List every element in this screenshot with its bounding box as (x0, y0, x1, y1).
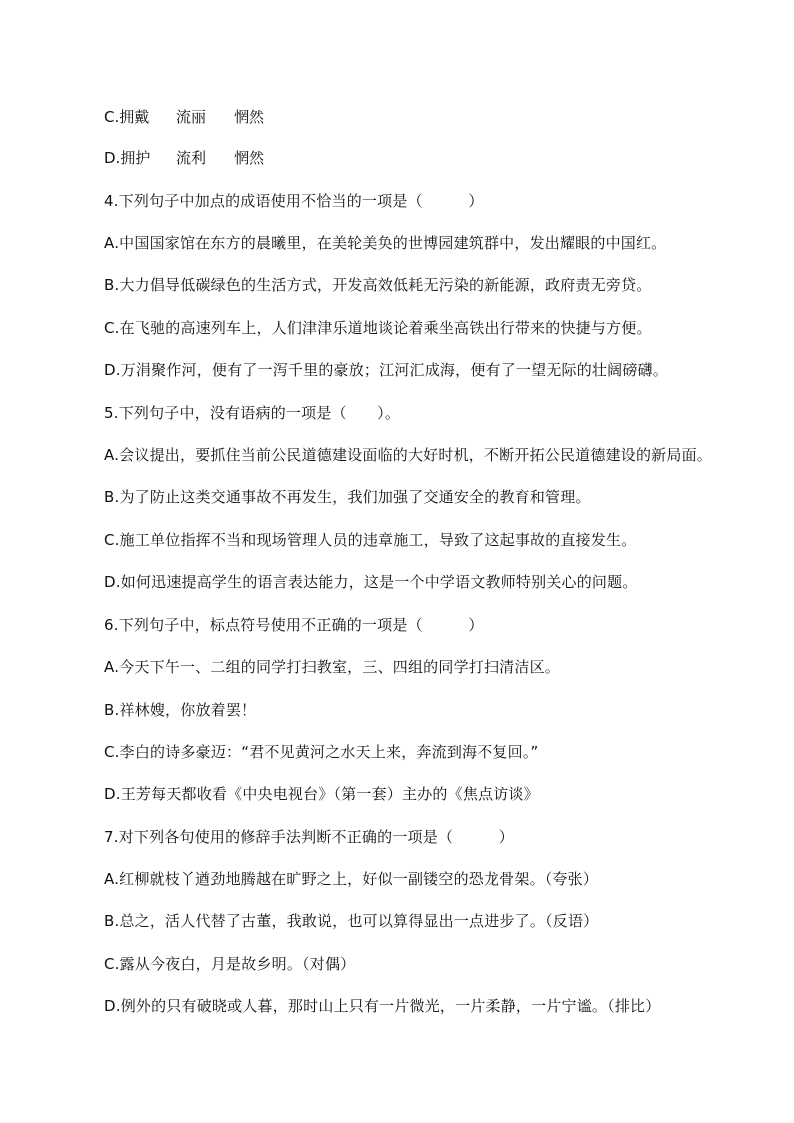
q3-option-d (104, 147, 292, 169)
q5-option-b: B.为了防止这类交通事故不再发生，我们加强了交通安全的教育和管理。 (104, 488, 591, 506)
q6-option-b: B.祥林嫂，你放着罢！ (104, 701, 257, 719)
q4-option-d: D.万涓聚作河，便有了一泻千里的豪放；江河汇成海，便有了一望无际的壮阔磅礴。 (104, 361, 668, 379)
q3-option-d-label: D.拥护 (104, 149, 151, 167)
q3-option-d-word2: 惘然 (234, 149, 265, 167)
q7-option-b: B.总之，活人代替了古董，我敢说，也可以算得显出一点进步了。（反语） (104, 912, 599, 930)
q6-stem: 6.下列句子中，标点符号使用不正确的一项是（ ） (104, 616, 484, 634)
q4-option-b: B.大力倡导低碳绿色的生活方式，开发高效低耗无污染的新能源，政府责无旁贷。 (104, 276, 652, 294)
q4-option-a: A.中国国家馆在东方的晨曦里，在美轮美奂的世博园建筑群中，发出耀眼的中国红。 (104, 234, 667, 252)
q3-option-c-word2: 惘然 (234, 108, 265, 126)
q6-option-d: D.王芳每天都收看《中央电视台》（第一套）主办的《焦点访谈》 (104, 785, 539, 803)
q5-stem: 5.下列句子中，没有语病的一项是（ ）。 (104, 404, 401, 422)
q3-option-d-word1: 流利 (176, 149, 207, 167)
q5-option-d: D.如何迅速提高学生的语言表达能力，这是一个中学语文教师特别关心的问题。 (104, 573, 638, 591)
q4-stem: 4.下列句子中加点的成语使用不恰当的一项是（ ） (104, 192, 484, 210)
q6-option-c: C.李白的诗多豪迈：“君不见黄河之水天上来，奔流到海不复回。” (104, 743, 539, 761)
q3-option-c-label: C.拥戴 (104, 108, 150, 126)
q5-option-c: C.施工单位指挥不当和现场管理人员的违章施工，导致了这起事故的直接发生。 (104, 531, 637, 549)
q7-stem: 7.对下列各句使用的修辞手法判断不正确的一项是（ ） (104, 828, 514, 846)
q5-option-a: A.会议提出，要抓住当前公民道德建设面临的大好时机，不断开拓公民道德建设的新局面。 (104, 446, 712, 464)
q6-option-a: A.今天下午一、二组的同学打扫教室，三、四组的同学打扫清洁区。 (104, 658, 560, 676)
q7-option-a: A.红柳就枝丫遒劲地腾越在旷野之上，好似一副镂空的恐龙骨架。（夸张） (104, 870, 599, 888)
q7-option-c: C.露从今夜白，月是故乡明。（对偶） (104, 955, 356, 973)
q3-option-c (104, 106, 292, 128)
q7-option-d: D.例外的只有破晓或人暮，那时山上只有一片微光，一片柔静，一片宁谧。（排比） (104, 997, 661, 1015)
q4-option-c: C.在飞驰的高速列车上，人们津津乐道地谈论着乘坐高铁出行带来的快捷与方便。 (104, 319, 652, 337)
q3-option-c-word1: 流丽 (176, 108, 207, 126)
